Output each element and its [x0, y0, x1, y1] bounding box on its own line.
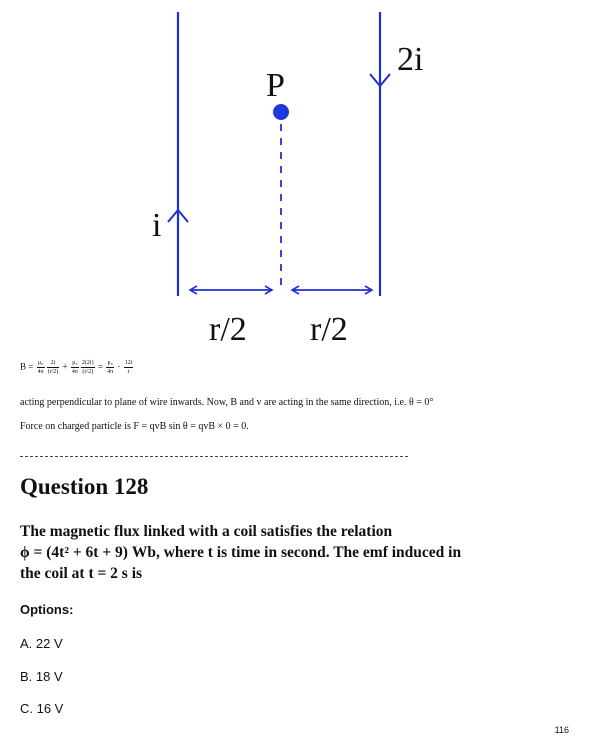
option-a[interactable]: A. 22 V [20, 636, 63, 651]
page-number: 116 [554, 725, 569, 735]
eq-numerator: 12i [124, 360, 133, 366]
question-line-2: ϕ = (4t² + 6t + 9) Wb, where t is time in second. The emf induced in [20, 544, 462, 561]
eq-denominator: 4π [71, 369, 78, 375]
eq-numerator: μ₀ [107, 360, 113, 366]
solution-line-1: acting perpendicular to plane of wire inwards. Now, B and v are acting in the same direction, i.e. θ = 0° [20, 397, 434, 408]
eq-denominator: 4π [107, 369, 114, 375]
options-heading: Options: [20, 602, 74, 617]
eq-fraction [106, 359, 114, 376]
solution-line-2: Force on charged particle is F = qvB sin θ = qvB × 0 = 0. [20, 421, 249, 432]
question-line-1: The magnetic flux linked with a coil satisfies the relation [20, 523, 393, 540]
left-distance-label: r/2 [209, 311, 247, 348]
eq-fraction [37, 359, 45, 376]
option-b[interactable]: B. 18 V [20, 669, 63, 684]
eq-numerator: μ₀ [37, 360, 44, 366]
left-current-label: i [152, 207, 162, 244]
eq-plus: + [60, 361, 70, 372]
eq-denominator: 4π [37, 369, 44, 375]
eq-equals: = [95, 361, 106, 372]
eq-denominator: r [127, 369, 130, 375]
question-line-3: the coil at t = 2 s is [20, 565, 143, 582]
eq-dot: · [115, 361, 123, 372]
eq-denominator: (r/2) [47, 369, 59, 375]
eq-prefix: B = [20, 361, 36, 372]
eq-denominator: (r/2) [82, 369, 94, 375]
question-title: Question 128 [20, 474, 149, 499]
point-p-dot [273, 104, 289, 120]
eq-fraction [47, 359, 60, 376]
eq-numerator: 2(2i) [81, 360, 94, 366]
eq-fraction [71, 359, 79, 376]
two-wire-diagram [0, 0, 591, 352]
option-c[interactable]: C. 16 V [20, 701, 64, 716]
right-distance-label: r/2 [310, 311, 348, 348]
question-body [20, 521, 580, 584]
field-equation [20, 359, 134, 376]
eq-fraction [124, 359, 134, 376]
eq-numerator: 2i [47, 359, 60, 368]
right-current-label: 2i [397, 41, 424, 78]
eq-numerator: μ₀ [72, 360, 78, 366]
eq-fraction [81, 359, 95, 376]
point-label: P [266, 67, 285, 104]
dashed-divider [20, 456, 408, 457]
